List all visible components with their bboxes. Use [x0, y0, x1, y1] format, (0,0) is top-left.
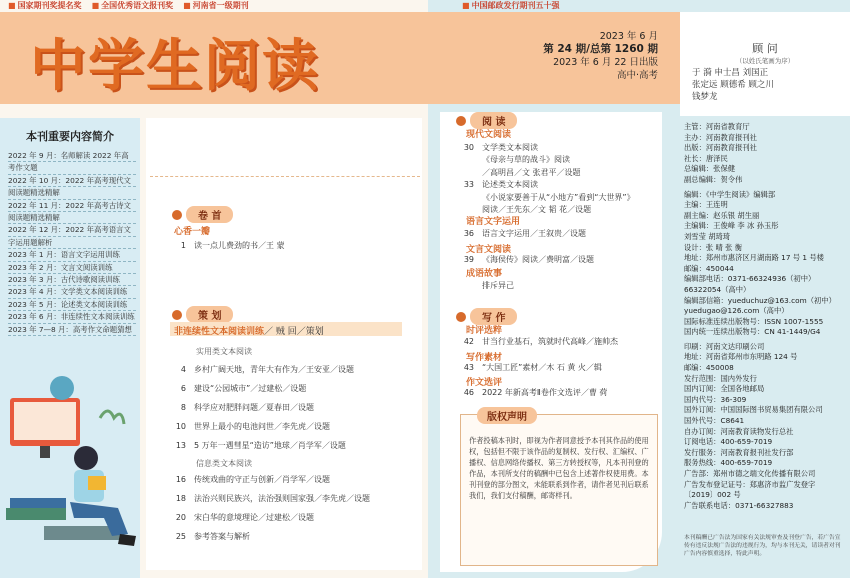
subsection-title[interactable]: 语言文字运用	[466, 217, 521, 227]
magazine-title: 中学生阅读	[30, 33, 320, 99]
footnote: 本刊稿酬已广告法为国家有关法规审查及刊登广告，若广告宣传有违反法规广告法的违规行为，均与本刊无关，请读者对刊广告内容慎重选择，特此声明。	[684, 535, 841, 557]
intro-title: 本刊重要内容简介	[26, 130, 114, 143]
intro-list	[0, 150, 140, 336]
toc-row[interactable]: 6 建设“公园城市”／过建松／设题	[180, 384, 307, 393]
toc-row[interactable]: 25 参考答案与解析	[175, 532, 250, 541]
issue-number: 第 24 期/总第 1260 期	[543, 43, 658, 55]
publisher-line: 服务热线：400-659-7019	[684, 458, 773, 468]
section-dot-icon	[172, 310, 182, 320]
subsection-title[interactable]: 成语故事	[466, 269, 503, 279]
intro-item: 阅读题精选精解	[8, 187, 136, 199]
publisher-line: 邮编：450044	[684, 263, 734, 273]
publisher-line: 广告发布登记证号：郑惠济市监广发登字	[684, 479, 816, 489]
advisors-line: 张定远 顾德希 顾之川	[692, 80, 774, 90]
issue-info	[520, 30, 658, 82]
publisher-line: 总编辑：张保健	[684, 164, 736, 174]
group-title: 实用类文本阅读	[196, 347, 252, 356]
section-label: 卷 首	[186, 206, 233, 223]
intro-item: 2023 年 3 月：古代诗歌阅读训练	[8, 274, 136, 286]
intro-item: 2023 年 7—8 月：高考作文命题猜想	[8, 324, 136, 336]
intro-item: 2022 年 11 月：2022 年高考古诗文	[8, 200, 136, 212]
publisher-line: 国内代号：36-309	[684, 394, 747, 404]
publisher-line: 国内订阅：全国各地邮局	[684, 384, 765, 394]
publisher-line: 编辑部信箱：yueduchuz@163.com（初中）	[684, 295, 836, 305]
subsection-title[interactable]: 文言文阅读	[466, 245, 512, 255]
award-3: ■ 河南省一级期刊	[183, 0, 249, 12]
publisher-line: 主编：王连明	[684, 200, 728, 210]
advisors-box	[680, 12, 850, 116]
section-dot-icon	[456, 312, 466, 322]
publisher-line: 66322054（高中）	[684, 284, 751, 294]
subsection-title[interactable]: 心香一瓣	[174, 227, 211, 237]
publisher-line: 自办订阅：河南教育读物发行总社	[684, 426, 794, 436]
subsection-title[interactable]: 写作素材	[466, 353, 503, 363]
toc-row[interactable]: 排斥异己	[482, 281, 514, 290]
issue-date: 2023 年 6 月	[599, 31, 658, 42]
publisher-line: yuedugao@126.com（高中）	[684, 306, 789, 316]
intro-item: 2022 年 9 月：名师解读 2022 年高	[8, 150, 136, 162]
toc-row[interactable]: 4 乡村广阔天地，青年大有作为／王安亚／设题	[180, 365, 354, 374]
publisher-line: 国外订阅：中国国际图书贸易集团有限公司	[684, 405, 823, 415]
copyright-notice	[460, 414, 658, 566]
publisher-line: 发行范围：国内外发行	[684, 373, 757, 383]
publisher-line: 订阅电话：400-659-7019	[684, 437, 773, 447]
toc-row[interactable]: 42 甘当行业基石，筑就时代高峰／施帅杰	[463, 337, 618, 346]
publisher-line: 印刷：河南文达印刷公司	[684, 341, 765, 351]
toc-row[interactable]: 1 读一点儿费劲的书／王 蒙	[180, 241, 285, 250]
intro-item: 2022 年 12 月：2022 年高考语言文	[8, 224, 136, 236]
publisher-line: 编辑部电话：0371-66324936（初中）	[684, 274, 816, 284]
plant-icon	[100, 411, 124, 424]
intro-item: 2023 年 5 月：论述类文本阅读训练	[8, 299, 136, 311]
toc-row[interactable]: 8 科学应对肥胖问题／夏春田／设题	[180, 403, 314, 412]
toc-row[interactable]: 18 法治兴则民族兴，法治强则国家强／李先虎／设题	[175, 494, 370, 503]
award-2: ■ 全国优秀语文报刊奖	[92, 0, 174, 12]
toc-row[interactable]: 《小说家要善于从“小地方”看到“大世界”》	[482, 192, 635, 202]
advisors-note: （以姓氏笔画为序）	[735, 57, 795, 65]
toc-row[interactable]: 30 文学类文本阅读	[463, 143, 538, 152]
publisher-line: 主管：河南省教育厅	[684, 122, 750, 131]
toc-row[interactable]: ／高明昌／文 张君平／设题	[482, 167, 581, 177]
section-label: 写 作	[470, 308, 517, 325]
subsection-title[interactable]: 非连续性文本阅读训练／ 贼 回／策划	[174, 327, 324, 337]
advisors-line: 于 漪 申士昌 刘国正	[692, 68, 769, 78]
issue-pubdate: 2023 年 6 月 22 日出版	[553, 57, 658, 68]
intro-item: 2023 年 1 月：语言文字运用训练	[8, 249, 136, 261]
publisher-line: 设计：张 晴 张 衡	[684, 242, 743, 252]
book-stack-icon	[6, 508, 66, 520]
toc-row[interactable]: 16 传统戏曲的守正与创新／肖学军／设题	[175, 475, 330, 484]
toc-row[interactable]: 20 宋白华的意境理论／过建松／设题	[175, 513, 314, 522]
toc-row[interactable]: 39 《海侯传》阅读／费明富／设题	[463, 255, 594, 264]
section-label: 阅 读	[470, 112, 517, 129]
copyright-title: 版权声明	[477, 407, 537, 424]
publisher-line: 出版：河南教育报刊社	[684, 143, 757, 153]
toc-row[interactable]: 43 “大国工匠”素材／木 石 黄 火／辑	[463, 363, 602, 372]
publisher-line: 主办：河南教育报刊社	[684, 132, 757, 142]
toc-row[interactable]: 《母亲与草的战斗》阅读	[482, 155, 570, 165]
publisher-line: 地址：河南省郑州市东明路 124 号	[684, 352, 798, 362]
publisher-line: 广告联系电话：0371-66327883	[684, 500, 794, 510]
intro-item: 字运用题解析	[8, 237, 136, 249]
publisher-line: 国际标准连续出版物号：ISSN 1007-1555	[684, 316, 824, 326]
advisors-line: 钱梦龙	[692, 92, 718, 102]
gear-icon	[50, 376, 74, 400]
toc-row[interactable]: 阅读／王先东／文 韬 花／设题	[482, 205, 592, 214]
publisher-line: 广告部：郑州市德之端文化传播有限公司	[684, 469, 816, 478]
publisher-info	[684, 122, 846, 511]
section-dot-icon	[456, 116, 466, 126]
intro-item: 2023 年 2 月：文言文阅读训练	[8, 262, 136, 274]
publisher-line: 〔2019〕002 号	[684, 490, 741, 500]
section-dot-icon	[172, 210, 182, 220]
intro-item: 2022 年 10 月：2022 年高考现代文	[8, 175, 136, 187]
advisors-heading: 顾 问	[752, 42, 778, 55]
copyright-text: 作者投稿本刊时，即视为作者同意授予本刊其作品的使用权，包括但不限于该作品的复制权、发行权、汇编权、广播权、信息网络传播权、第三方转授权等，凡本刊刊登的作品，本刊所支付的稿酬中已包含上述著作权使用费。本刊刊登的部分图文，未能联系到作者，请作者见刊后联系我们，我们支付稿酬，邮寄样刊。	[469, 436, 649, 500]
divider	[150, 176, 420, 177]
section-juanshou	[172, 206, 233, 223]
toc-row[interactable]: 13 5 万年一遇彗星“造访”地球／肖学军／设题	[175, 441, 346, 450]
reading-illustration	[0, 358, 140, 558]
person-icon	[74, 446, 98, 470]
subsection-title[interactable]: 时评选粹	[466, 326, 503, 336]
section-cehua	[172, 306, 233, 323]
subsection-title[interactable]: 作文选评	[466, 378, 503, 388]
toc-row[interactable]: 46 2022 年新高考Ⅱ卷作文选评／曹 荷	[463, 388, 608, 397]
publisher-line: 副总编辑：贺令伟	[684, 174, 743, 184]
section-label: 策 划	[186, 306, 233, 323]
publisher-line: 社长：唐泽民	[684, 153, 728, 163]
toc-row[interactable]: 10 世界上最小的电池问世／李先虎／设题	[175, 422, 330, 431]
intro-item: 2023 年 6 月：非连续性文本阅读训练	[8, 311, 136, 323]
group-title: 信息类文本阅读	[196, 459, 252, 468]
publisher-line: 刘雪莹 胡琦琦	[684, 231, 731, 241]
award-1: ■ 国家期刊奖提名奖	[8, 0, 82, 12]
publisher-line: 邮编：450008	[684, 363, 734, 373]
publisher-line: 副主编：赵乐银 胡生丽	[684, 210, 760, 220]
award-right: ■ 中国邮政发行期刊五十强	[462, 0, 560, 11]
toc-row[interactable]: 36 语言文字运用／王叙贵／设题	[463, 229, 586, 238]
subsection-title[interactable]: 现代文阅读	[466, 130, 512, 140]
intro-item: 考作文题	[8, 162, 136, 174]
publisher-line: 发行服务：河南教育报刊社发行部	[684, 447, 794, 457]
publisher-line: 编辑：《中学生阅读》编辑部	[684, 189, 776, 199]
publisher-line: 主编辑：王俊峰 李 冰 孙玉彤	[684, 221, 779, 231]
publisher-line: 地址：郑州市惠济区月湖南路 17 号 1 号楼	[684, 253, 824, 263]
awards-left	[8, 0, 249, 12]
publisher-line: 国外代号：C8641	[684, 416, 745, 426]
intro-item: 阅读题精选精解	[8, 212, 136, 224]
intro-item: 2023 年 4 月：文学类文本阅读训练	[8, 286, 136, 298]
publisher-line: 国内统一连续出版物号：CN 41-1449/G4	[684, 327, 821, 337]
issue-edition: 高中·高考	[616, 70, 658, 81]
toc-row[interactable]: 33 论述类文本阅读	[463, 180, 538, 190]
